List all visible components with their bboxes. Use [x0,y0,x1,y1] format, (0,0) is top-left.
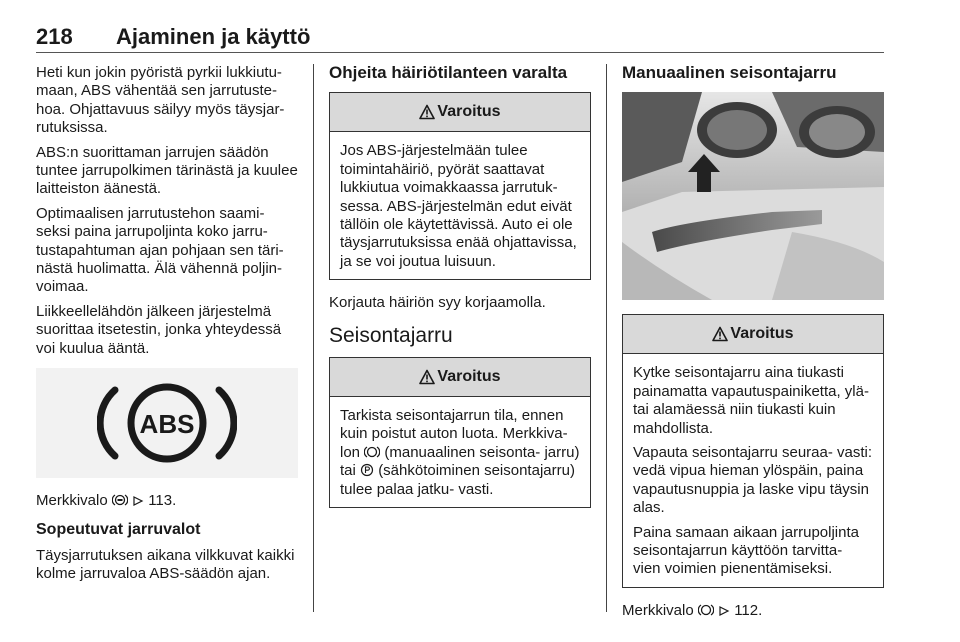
page-number: 218 [36,24,73,49]
paragraph: Vapauta seisontajarru seuraa- vasti: vedä vipua hieman ylöspäin, paina vapautusnuppia ja laske vipu täysin alas. [633,444,873,517]
indicator-label: Merkkivalo [622,601,694,619]
indicator-page-ref: 112. [734,601,763,619]
parking-brake-icon [364,445,380,459]
warning-title: Varoitus [437,367,501,385]
warning-text-part: (sähkötoiminen seisontajarru) tulee palaa jatku- vasti. [340,462,575,498]
column-2 [329,64,591,520]
parking-brake-icon [698,603,714,617]
abs-warning-icon [112,493,128,507]
column-divider [313,64,314,612]
warning-header [330,358,590,397]
paragraph: ABS:n suorittaman jarrujen säädön tuntee jarrupolkimen tärinästä ja kuulee laitteiston äänestä. [36,143,298,198]
paragraph: Täysjarrutuksen aikana vilkkuvat kaikki kolme jarruvaloa ABS-säädön ajan. [36,546,295,583]
warning-triangle-icon [419,104,435,120]
indicator-reference [622,602,884,620]
section-heading: Manuaalinen seisontajarru [622,63,837,82]
warning-text-part: (manuaalinen seisonta- jarru) tai [340,443,580,480]
indicator-reference [36,492,298,510]
abs-warning-icon [97,378,237,468]
paragraph: Liikkeellelähdön jälkeen järjestelmä suorittaa itsetestin, jonka yhteydessä voi kuulua ääntä. [36,302,282,357]
warning-header [623,315,883,354]
page-header [36,24,884,52]
warning-title: Varoitus [437,103,501,121]
column-1 [36,64,298,590]
section-heading: Ohjeita häiriötilanteen varalta [329,63,568,82]
warning-title: Varoitus [730,325,794,343]
indicator-page-ref: 113. [148,492,177,510]
warning-box [329,92,591,280]
warning-box [622,314,884,587]
warning-text [623,354,883,586]
chapter-title: Ajaminen ja käyttö [116,24,311,49]
parking-brake-illustration [622,92,884,300]
indicator-label: Merkkivalo [36,492,108,510]
abs-illustration [36,368,298,478]
warning-text [330,397,590,507]
paragraph: Heti kun jokin pyöristä pyrkii lukkiutu- maan, ABS vähentää sen jarrutuste- hoa. Ohjattavuus säilyy myös täysjar- rutuksissa. [36,64,285,137]
warning-text: Jos ABS-järjestelmään tulee toimintahäiriö, pyörät saattavat lukkiutua voimakkaassa jarrutuk- sessa. ABS-järjestelmän edut eivät tällöin ole käytettävissä. Auto ei ole täysjarrutuksissa enää ohjattavissa, ja se voi joutua luisuun. [340,142,577,270]
paragraph: Paina samaan aikaan jarrupoljinta seisontajarrun käyttöön tarvitta- vien voimien pienentämiseksi. [633,523,859,578]
chapter-section-heading: Seisontajarru [329,323,453,347]
warning-triangle-icon [712,326,728,342]
page-reference-arrow-icon [718,605,730,617]
electric-parking-brake-icon [360,463,374,477]
page-reference-arrow-icon [132,495,144,507]
section-heading: Sopeutuvat jarruvalot [36,520,201,538]
warning-box [329,357,591,508]
header-rule [36,52,884,53]
warning-text-part: Tarkista seisontajarrun tila, ennen kuin poistut auton luota. Merkkiva- lon [340,407,568,461]
column-divider [606,64,607,612]
warning-triangle-icon [419,369,435,385]
paragraph: Korjauta häiriön syy korjaamolla. [329,294,546,312]
parking-brake-photo [622,92,884,300]
paragraph: Kytke seisontajarru aina tiukasti painamatta vapautuspainiketta, ylä- tai alamäessä niin tiukasti kuin mahdollista. [633,364,869,437]
column-3 [622,64,884,626]
paragraph: Optimaalisen jarrutustehon saami- seksi paina jarrupoljinta koko jarru- tustapahtuman ajan pohjaan sen täri- nästä huolimatta. Älä vähennä poljin- voimaa. [36,204,284,296]
abs-icon-text: ABS [139,409,195,440]
warning-header [330,93,590,132]
